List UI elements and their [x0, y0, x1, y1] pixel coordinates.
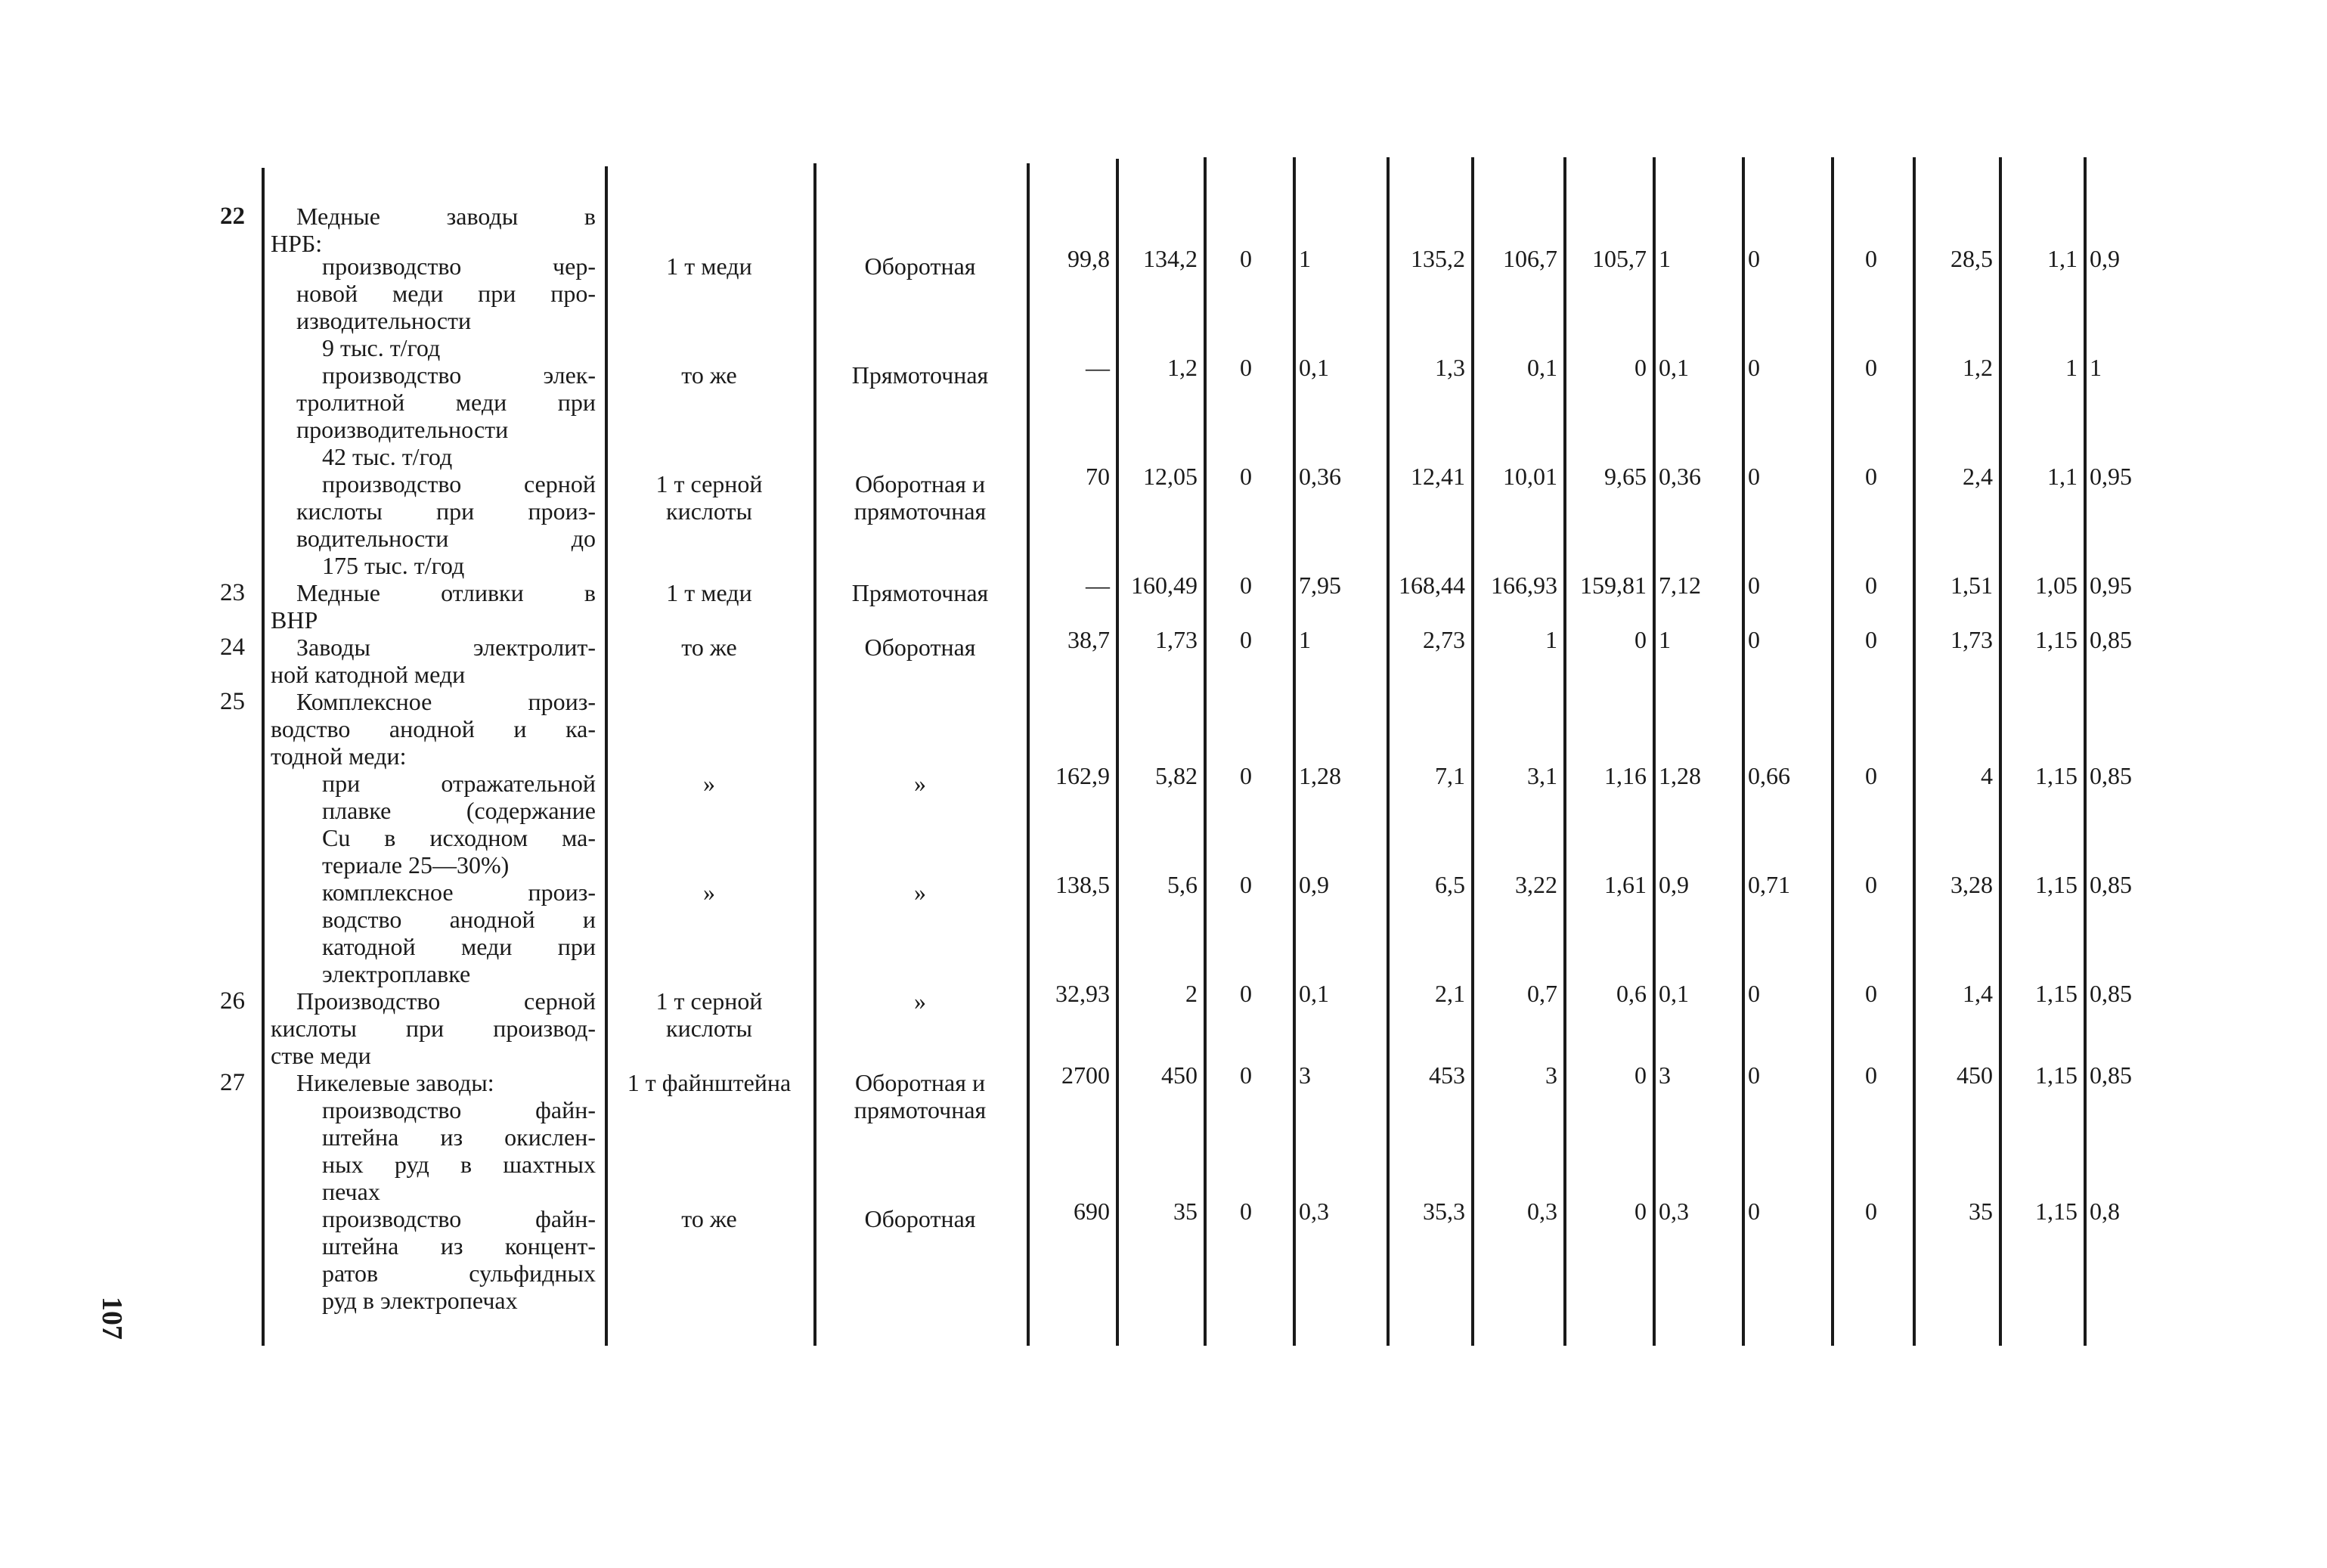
row-description	[271, 470, 596, 579]
value-cell: 0	[1748, 245, 1760, 272]
value-cell: 1,28	[1659, 762, 1701, 789]
value-cell: 0,7	[1527, 980, 1557, 1007]
value-cell: 1,61	[1604, 871, 1647, 898]
description-line: электроплавке	[322, 960, 471, 987]
value-cell: 0,85	[2090, 762, 2132, 789]
value-cell: 0	[1748, 572, 1760, 599]
water-system-line: »	[914, 879, 926, 906]
value-cell: 0,85	[2090, 871, 2132, 898]
value-cell: 0	[1240, 1198, 1252, 1225]
water-system-cell	[818, 579, 1022, 606]
value-cell: 0,85	[2090, 1061, 2132, 1089]
description-line: НРБ:	[271, 230, 323, 257]
value-cell: 10,01	[1503, 463, 1557, 490]
value-cell: 0	[1748, 354, 1760, 381]
value-cell: 0,9	[1659, 871, 1689, 898]
value-cell: 32,93	[1055, 980, 1110, 1007]
water-system-line: Оборотная	[864, 1205, 976, 1232]
unit-line: »	[703, 770, 715, 797]
value-cell: 0	[1240, 871, 1252, 898]
row-description	[271, 253, 596, 361]
row-description	[271, 770, 596, 879]
value-cell: 3	[1299, 1061, 1311, 1089]
water-system-line: прямоточная	[854, 1096, 987, 1123]
value-cell: 0	[1865, 463, 1877, 490]
value-cell: 3,1	[1527, 762, 1557, 789]
value-cell: 0,1	[1659, 354, 1689, 381]
value-cell: 3,28	[1951, 871, 1993, 898]
column-rule	[1387, 157, 1390, 1346]
value-cell: —	[1086, 572, 1110, 599]
value-cell: 0	[1865, 245, 1877, 272]
row-number: 26	[220, 987, 245, 1015]
description-line: производство серной	[322, 470, 596, 497]
value-cell: 0,85	[2090, 980, 2132, 1007]
value-cell: 0,1	[1299, 980, 1329, 1007]
value-cell: 690	[1074, 1198, 1110, 1225]
value-cell: 1,28	[1299, 762, 1341, 789]
value-cell: 160,49	[1131, 572, 1198, 599]
description-line: производство элек-	[322, 361, 596, 389]
description-line: 42 тыс. т/год	[322, 443, 453, 470]
description-line: при отражательной	[322, 770, 596, 797]
value-cell: 2700	[1061, 1061, 1110, 1089]
value-cell: 1	[1545, 626, 1557, 653]
value-cell: 0	[1240, 626, 1252, 653]
value-cell: 0	[1748, 626, 1760, 653]
description-line: тролитной меди при	[296, 389, 596, 416]
water-system-cell	[818, 770, 1022, 797]
value-cell: 1	[1659, 626, 1671, 653]
value-cell: 0	[1748, 1198, 1760, 1225]
unit-line: 1 т меди	[666, 579, 752, 606]
column-rule	[2084, 157, 2087, 1346]
value-cell: 4	[1981, 762, 1993, 789]
unit-line: кислоты	[666, 1015, 752, 1042]
value-cell: 1	[2090, 354, 2102, 381]
value-cell: 1,15	[2035, 1198, 2078, 1225]
description-line: Медные отливки в	[296, 579, 596, 606]
column-rule	[1999, 157, 2002, 1346]
row-description	[271, 879, 596, 987]
description-line: тодной меди:	[271, 742, 407, 770]
value-cell: 1,1	[2047, 463, 2078, 490]
value-cell: 134,2	[1143, 245, 1198, 272]
page-number: 107	[96, 1297, 128, 1340]
value-cell: 7,95	[1299, 572, 1341, 599]
column-rule	[605, 166, 608, 1346]
value-cell: 135,2	[1411, 245, 1465, 272]
water-system-line: »	[914, 770, 926, 797]
row-number: 23	[220, 579, 245, 606]
value-cell: 0,36	[1659, 463, 1701, 490]
description-line: Никелевые заводы:	[296, 1069, 494, 1096]
unit-line: то же	[681, 634, 737, 661]
column-rule	[1563, 157, 1566, 1346]
description-line: штейна из окислен-	[322, 1123, 596, 1151]
water-system-line: Прямоточная	[851, 579, 989, 606]
value-cell: 2,4	[1963, 463, 1993, 490]
value-cell: 35	[1969, 1198, 1993, 1225]
description-line: 9 тыс. т/год	[322, 334, 441, 361]
value-cell: 0,3	[1299, 1198, 1329, 1225]
value-cell: 0,1	[1659, 980, 1689, 1007]
value-cell: 1,15	[2035, 762, 2078, 789]
water-system-line: Прямоточная	[851, 361, 989, 389]
water-system-cell	[818, 470, 1022, 525]
value-cell: 0	[1748, 1061, 1760, 1089]
value-cell: 12,41	[1411, 463, 1465, 490]
value-cell: 0,36	[1299, 463, 1341, 490]
unit-cell	[609, 253, 809, 280]
row-description	[271, 1205, 596, 1314]
row-number: 22	[220, 203, 245, 230]
value-cell: 138,5	[1055, 871, 1110, 898]
value-cell: 0,6	[1616, 980, 1647, 1007]
unit-cell	[609, 579, 809, 606]
water-system-line: Оборотная и	[854, 470, 986, 497]
description-line: Cu в исходном ма-	[322, 824, 596, 851]
column-rule	[1471, 157, 1474, 1346]
value-cell: 0	[1634, 354, 1647, 381]
value-cell: 0	[1240, 980, 1252, 1007]
row-description	[271, 1069, 596, 1205]
unit-line: кислоты	[666, 497, 752, 525]
unit-line: то же	[681, 361, 737, 389]
description-line: изводительности	[296, 307, 472, 334]
column-rule	[813, 163, 816, 1346]
water-system-cell	[818, 253, 1022, 280]
water-system-cell	[818, 634, 1022, 661]
value-cell: 3	[1659, 1061, 1671, 1089]
value-cell: 159,81	[1580, 572, 1647, 599]
value-cell: 450	[1957, 1061, 1993, 1089]
unit-line: 1 т меди	[666, 253, 752, 280]
description-line: водство анодной и ка-	[271, 715, 596, 742]
value-cell: 0,1	[1299, 354, 1329, 381]
value-cell: 1,15	[2035, 980, 2078, 1007]
value-cell: 453	[1429, 1061, 1465, 1089]
column-rule	[1913, 157, 1916, 1346]
description-line: плавке (содержание	[322, 797, 596, 824]
value-cell: 166,93	[1491, 572, 1557, 599]
column-rule	[1027, 163, 1030, 1346]
description-line: Производство серной	[296, 987, 596, 1015]
value-cell: 1,2	[1963, 354, 1993, 381]
value-cell: 0,66	[1748, 762, 1790, 789]
description-line: водство анодной и	[322, 906, 596, 933]
value-cell: 35,3	[1423, 1198, 1465, 1225]
value-cell: 0,3	[1659, 1198, 1689, 1225]
value-cell: 1,15	[2035, 626, 2078, 653]
value-cell: 0	[1865, 980, 1877, 1007]
description-line: териале 25—30%)	[322, 851, 510, 879]
water-system-line: Оборотная	[864, 253, 976, 280]
value-cell: 9,65	[1604, 463, 1647, 490]
value-cell: 0	[1865, 626, 1877, 653]
value-cell: 1,73	[1155, 626, 1198, 653]
value-cell: 1	[1299, 245, 1311, 272]
value-cell: 1,4	[1963, 980, 1993, 1007]
unit-cell	[609, 879, 809, 906]
value-cell: 1,51	[1951, 572, 1993, 599]
column-rule	[1204, 157, 1207, 1346]
row-description	[271, 579, 596, 634]
value-cell: —	[1086, 354, 1110, 381]
unit-line: 1 т серной	[655, 470, 763, 497]
value-cell: 7,1	[1435, 762, 1465, 789]
unit-line: 1 т файнштейна	[627, 1069, 792, 1096]
value-cell: 1,1	[2047, 245, 2078, 272]
value-cell: 2,1	[1435, 980, 1465, 1007]
unit-cell	[609, 1205, 809, 1232]
value-cell: 0	[1865, 1061, 1877, 1089]
value-cell: 450	[1161, 1061, 1198, 1089]
description-line: производство файн-	[322, 1205, 596, 1232]
column-rule	[1116, 159, 1119, 1346]
row-number: 27	[220, 1069, 245, 1096]
value-cell: 1,16	[1604, 762, 1647, 789]
value-cell: 0,9	[1299, 871, 1329, 898]
water-system-cell	[818, 1069, 1022, 1123]
value-cell: 0	[1865, 762, 1877, 789]
value-cell: 0	[1865, 572, 1877, 599]
value-cell: 106,7	[1503, 245, 1557, 272]
value-cell: 7,12	[1659, 572, 1701, 599]
description-line: печах	[322, 1178, 380, 1205]
description-line: производство файн-	[322, 1096, 596, 1123]
value-cell: 1	[1659, 245, 1671, 272]
row-number: 24	[220, 634, 245, 661]
description-line: руд в электропечах	[322, 1287, 518, 1314]
description-line: кислоты при произ-	[296, 497, 596, 525]
value-cell: 0	[1240, 354, 1252, 381]
value-cell: 0	[1634, 626, 1647, 653]
value-cell: 0	[1240, 463, 1252, 490]
description-line: штейна из концент-	[322, 1232, 596, 1260]
value-cell: 0	[1748, 463, 1760, 490]
row-description	[271, 203, 596, 257]
description-line: Комплексное произ-	[296, 688, 596, 715]
value-cell: 0,85	[2090, 626, 2132, 653]
value-cell: 0	[1240, 1061, 1252, 1089]
water-system-line: Оборотная	[864, 634, 976, 661]
value-cell: 0,71	[1748, 871, 1790, 898]
description-line: производство чер-	[322, 253, 596, 280]
description-line: кислоты при производ-	[271, 1015, 596, 1042]
value-cell: 3	[1545, 1061, 1557, 1089]
description-line: 175 тыс. т/год	[322, 552, 465, 579]
column-rule	[1742, 157, 1745, 1346]
value-cell: 38,7	[1067, 626, 1110, 653]
value-cell: 0,8	[2090, 1198, 2120, 1225]
row-description	[271, 987, 596, 1069]
description-line: ратов сульфидных	[322, 1260, 596, 1287]
value-cell: 1	[2065, 354, 2078, 381]
water-system-line: »	[914, 987, 926, 1015]
value-cell: 1,15	[2035, 871, 2078, 898]
value-cell: 0	[1634, 1061, 1647, 1089]
value-cell: 1,05	[2035, 572, 2078, 599]
value-cell: 0,95	[2090, 572, 2132, 599]
value-cell: 0	[1634, 1198, 1647, 1225]
description-line: производительности	[296, 416, 509, 443]
water-system-line: Оборотная и	[854, 1069, 986, 1096]
value-cell: 35	[1173, 1198, 1198, 1225]
value-cell: 0	[1865, 871, 1877, 898]
value-cell: 1,15	[2035, 1061, 2078, 1089]
value-cell: 28,5	[1951, 245, 1993, 272]
value-cell: 0	[1240, 762, 1252, 789]
column-rule	[1831, 157, 1834, 1346]
value-cell: 0	[1865, 354, 1877, 381]
value-cell: 12,05	[1143, 463, 1198, 490]
unit-cell	[609, 361, 809, 389]
unit-line: »	[703, 879, 715, 906]
value-cell: 0,9	[2090, 245, 2120, 272]
row-description	[271, 634, 596, 688]
description-line: Заводы электролит-	[296, 634, 596, 661]
water-system-cell	[818, 1205, 1022, 1232]
column-rule	[1653, 157, 1656, 1346]
description-line: ной катодной меди	[271, 661, 466, 688]
row-description	[271, 361, 596, 470]
description-line: Медные заводы в	[296, 203, 596, 230]
unit-cell	[609, 770, 809, 797]
value-cell: 0	[1240, 245, 1252, 272]
value-cell: 5,82	[1155, 762, 1198, 789]
unit-cell	[609, 634, 809, 661]
row-number: 25	[220, 688, 245, 715]
value-cell: 1,73	[1951, 626, 1993, 653]
column-rule	[262, 168, 265, 1346]
value-cell: 2	[1185, 980, 1198, 1007]
value-cell: 5,6	[1167, 871, 1198, 898]
value-cell: 99,8	[1067, 245, 1110, 272]
row-description	[271, 688, 596, 770]
unit-cell	[609, 1069, 809, 1096]
value-cell: 2,73	[1423, 626, 1465, 653]
value-cell: 162,9	[1055, 762, 1110, 789]
water-system-line: прямоточная	[854, 497, 987, 525]
description-line: новой меди при про-	[296, 280, 596, 307]
unit-line: то же	[681, 1205, 737, 1232]
water-system-cell	[818, 361, 1022, 389]
value-cell: 1,3	[1435, 354, 1465, 381]
unit-cell	[609, 470, 809, 525]
value-cell: 105,7	[1592, 245, 1647, 272]
value-cell: 168,44	[1399, 572, 1465, 599]
value-cell: 1,2	[1167, 354, 1198, 381]
unit-cell	[609, 987, 809, 1042]
water-system-cell	[818, 987, 1022, 1015]
description-line: ВНР	[271, 606, 318, 634]
value-cell: 3,22	[1515, 871, 1557, 898]
value-cell: 1	[1299, 626, 1311, 653]
description-line: комплексное произ-	[322, 879, 596, 906]
description-line: катодной меди при	[322, 933, 596, 960]
description-line: ных руд в шахтных	[322, 1151, 596, 1178]
description-line: стве меди	[271, 1042, 371, 1069]
value-cell: 0	[1748, 980, 1760, 1007]
column-rule	[1293, 157, 1296, 1346]
value-cell: 0	[1865, 1198, 1877, 1225]
value-cell: 0	[1240, 572, 1252, 599]
value-cell: 0,95	[2090, 463, 2132, 490]
unit-line: 1 т серной	[655, 987, 763, 1015]
description-line: водительности до	[296, 525, 596, 552]
value-cell: 0,1	[1527, 354, 1557, 381]
value-cell: 70	[1086, 463, 1110, 490]
water-system-cell	[818, 879, 1022, 906]
value-cell: 0,3	[1527, 1198, 1557, 1225]
value-cell: 6,5	[1435, 871, 1465, 898]
